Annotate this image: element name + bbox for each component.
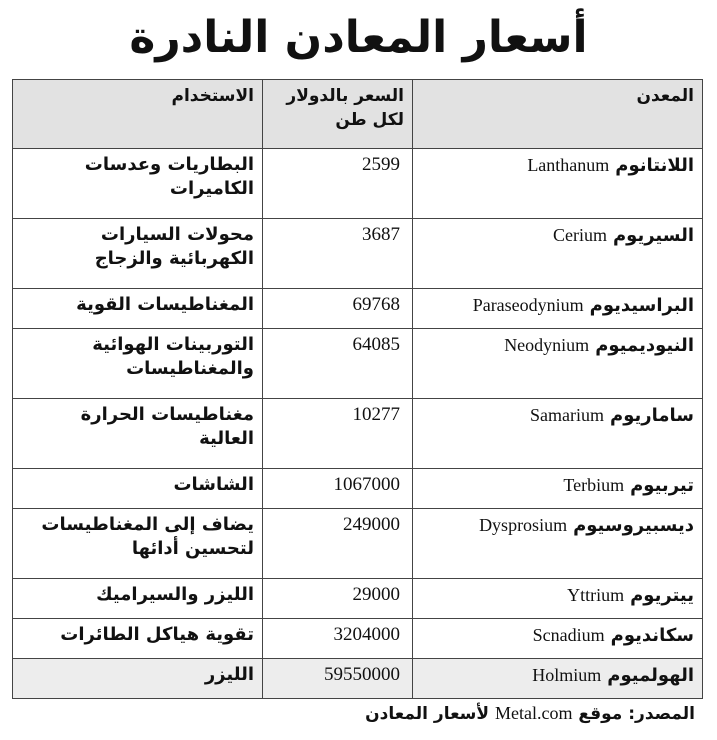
cell-mineral [413, 399, 703, 469]
cell-use: الليزر والسيراميك [13, 579, 263, 619]
cell-mineral [413, 329, 703, 399]
cell-mineral [413, 149, 703, 219]
cell-mineral [413, 469, 703, 509]
cell-price: 29000 [263, 579, 413, 619]
cell-mineral [413, 219, 703, 289]
cell-use: الشاشات [13, 469, 263, 509]
cell-price: 64085 [263, 329, 413, 399]
mineral-english-name: Dysprosium [479, 515, 568, 535]
cell-price: 2599 [263, 149, 413, 219]
header-price: السعر بالدولار لكل طن [263, 80, 413, 149]
mineral-english-name: Neodynium [504, 335, 590, 355]
table-row [13, 619, 703, 659]
cell-price: 10277 [263, 399, 413, 469]
header-use: الاستخدام [13, 80, 263, 149]
prices-table [12, 79, 703, 699]
mineral-arabic-name: السيريوم [612, 225, 694, 246]
table-row [13, 579, 703, 619]
cell-price: 3204000 [263, 619, 413, 659]
source-suffix: لأسعار المعادن [365, 704, 490, 724]
mineral-arabic-name: سكانديوم [610, 625, 694, 646]
cell-mineral [413, 619, 703, 659]
mineral-arabic-name: النيوديميوم [595, 335, 694, 356]
mineral-arabic-name: ييتريوم [630, 585, 694, 606]
table-row [13, 469, 703, 509]
cell-use: تقوية هياكل الطائرات [13, 619, 263, 659]
source-note [365, 703, 695, 724]
cell-price: 59550000 [263, 659, 413, 699]
mineral-english-name: Cerium [552, 225, 607, 245]
mineral-english-name: Holmium [532, 665, 602, 685]
table-row [13, 659, 703, 699]
mineral-english-name: Yttrium [567, 585, 625, 605]
cell-mineral [413, 579, 703, 619]
mineral-english-name: Lanthanum [527, 155, 610, 175]
mineral-arabic-name: تيربيوم [630, 475, 694, 496]
cell-price: 249000 [263, 509, 413, 579]
cell-price: 69768 [263, 289, 413, 329]
table-row [13, 509, 703, 579]
cell-use: محولات السيارات الكهربائية والزجاج [13, 219, 263, 289]
mineral-arabic-name: الهولميوم [607, 665, 694, 686]
cell-price: 3687 [263, 219, 413, 289]
mineral-arabic-name: ساماريوم [610, 405, 694, 426]
mineral-arabic-name: البراسيديوم [589, 295, 694, 316]
table-row [13, 399, 703, 469]
cell-mineral [413, 289, 703, 329]
mineral-arabic-name: اللانتانوم [615, 155, 694, 176]
header-mineral: المعدن [413, 80, 703, 149]
mineral-english-name: Samarium [530, 405, 605, 425]
cell-use: المغناطيسات القوية [13, 289, 263, 329]
mineral-english-name: Scnadium [532, 625, 605, 645]
mineral-arabic-name: ديسبيروسيوم [573, 515, 694, 536]
table-row [13, 289, 703, 329]
mineral-english-name: Terbium [563, 475, 625, 495]
page-title: أسعار المعادن النادرة [129, 12, 588, 63]
cell-use: التوربينات الهوائية والمغناطيسات [13, 329, 263, 399]
cell-mineral [413, 659, 703, 699]
cell-price: 1067000 [263, 469, 413, 509]
source-site: Metal.com [494, 703, 573, 723]
source-prefix: المصدر: موقع [578, 704, 695, 724]
table-row [13, 329, 703, 399]
cell-use: مغناطيسات الحرارة العالية [13, 399, 263, 469]
mineral-english-name: Paraseodynium [472, 295, 584, 315]
table-row [13, 219, 703, 289]
cell-use: يضاف إلى المغناطيسات لتحسين أدائها [13, 509, 263, 579]
table-header-row [13, 80, 703, 149]
cell-mineral [413, 509, 703, 579]
table-row [13, 149, 703, 219]
cell-use: البطاريات وعدسات الكاميرات [13, 149, 263, 219]
cell-use: الليزر [13, 659, 263, 699]
